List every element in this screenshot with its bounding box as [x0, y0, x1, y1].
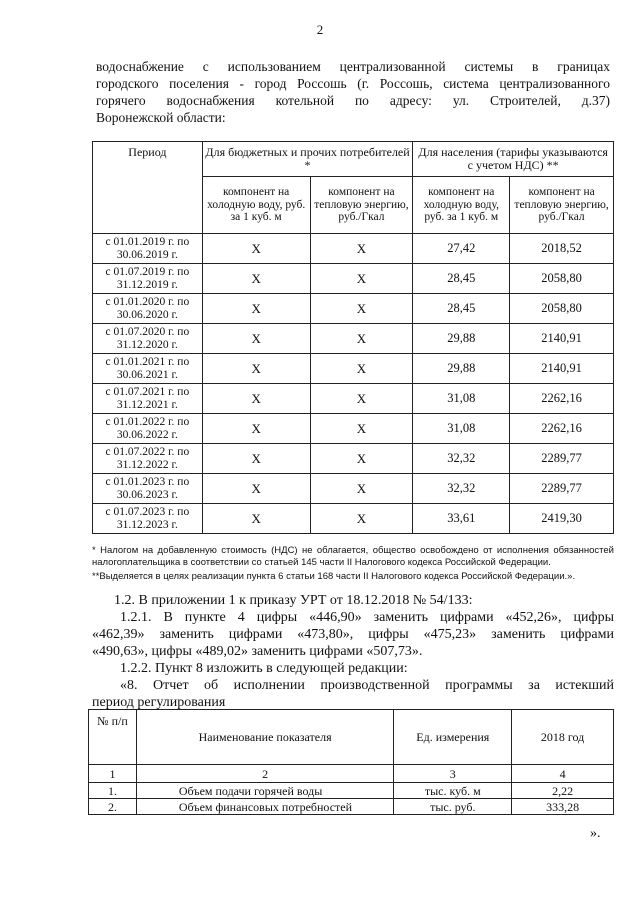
population-water-header: компонент на холодную воду, руб. за 1 куб. м: [413, 177, 510, 234]
budget-water-cell: Х: [202, 324, 310, 354]
footnote-vat-allocation: **Выделяется в целях реализации пункта 6 статьи 168 части II Налогового кодекса Российской Федерации.».: [92, 571, 576, 582]
unit: тыс. руб.: [394, 799, 512, 815]
table-row: [93, 234, 614, 264]
column-numbers-row: [89, 765, 614, 783]
population-water-cell: 33,61: [413, 504, 510, 534]
population-water-cell: 31,08: [413, 414, 510, 444]
population-energy-cell: 2058,80: [510, 264, 614, 294]
table-row: [93, 384, 614, 414]
population-water-cell: 31,08: [413, 384, 510, 414]
value: 2,22: [512, 783, 614, 799]
intro-paragraph: [96, 58, 610, 126]
indicator-name: Объем финансовых потребностей: [136, 799, 394, 815]
population-energy-cell: 2018,52: [510, 234, 614, 264]
report-header-row: [89, 710, 614, 765]
item-1-2: 1.2. В приложении 1 к приказу УРТ от 18.12.2018 № 54/133:: [114, 593, 473, 608]
num-header: № п/п: [89, 710, 137, 765]
item-8-line: «8. Отчет об исполнении производственной программы за истекший: [120, 678, 614, 693]
population-energy-cell: 2140,91: [510, 324, 614, 354]
budget-water-cell: Х: [202, 444, 310, 474]
period-cell: с 01.01.2019 г. по 30.06.2019 г.: [93, 234, 203, 264]
item-1-2-1-line: 1.2.1. В пункте 4 цифры «446,90» заменить цифрами «452,26», цифры: [120, 610, 614, 625]
item-1-2-1-line: «462,39» заменить цифрами «473,80», цифры «475,23» заменить цифрами: [92, 627, 614, 642]
budget-energy-cell: Х: [310, 384, 413, 414]
item-1-2-2: 1.2.2. Пункт 8 изложить в следующей редакции:: [120, 661, 408, 676]
budget-energy-cell: Х: [310, 264, 413, 294]
budget-water-cell: Х: [202, 474, 310, 504]
budget-energy-cell: Х: [310, 504, 413, 534]
population-water-cell: 29,88: [413, 324, 510, 354]
item-1-2-1-line: «490,63», цифры «489,02» заменить цифрами «507,73».: [92, 644, 423, 659]
budget-energy-cell: Х: [310, 354, 413, 384]
population-energy-cell: 2289,77: [510, 474, 614, 504]
population-water-cell: 32,32: [413, 474, 510, 504]
population-water-cell: 32,32: [413, 444, 510, 474]
footnotes: [92, 545, 614, 583]
population-water-cell: 28,45: [413, 264, 510, 294]
tariff-table: [92, 141, 614, 534]
period-header: Период: [93, 142, 203, 234]
period-cell: с 01.07.2022 г. по 31.12.2022 г.: [93, 444, 203, 474]
period-cell: с 01.01.2023 г. по 30.06.2023 г.: [93, 474, 203, 504]
budget-energy-cell: Х: [310, 414, 413, 444]
intro-line: водоснабжение с использованием централизованной системы в границах: [96, 59, 610, 74]
population-energy-cell: 2262,16: [510, 414, 614, 444]
population-energy-cell: 2262,16: [510, 384, 614, 414]
budget-energy-cell: Х: [310, 324, 413, 354]
unit-header: Ед. измерения: [394, 710, 512, 765]
budget-water-cell: Х: [202, 504, 310, 534]
table-row: [93, 294, 614, 324]
table-row: [93, 324, 614, 354]
amendments-text: [92, 592, 614, 711]
budget-water-cell: Х: [202, 414, 310, 444]
table-row: [93, 354, 614, 384]
population-water-cell: 28,45: [413, 294, 510, 324]
item-8-line: период регулирования: [92, 695, 226, 710]
population-header: Для населения (тарифы указываются с учетом НДС) **: [413, 142, 614, 177]
budget-energy-cell: Х: [310, 294, 413, 324]
year-header: 2018 год: [512, 710, 614, 765]
budget-water-cell: Х: [202, 294, 310, 324]
footnote-vat-exemption: * Налогом на добавленную стоимость (НДС) не облагается, общество освобождено от исполнения обязанностей налогоплательщика в соответствии со статьей 145 части II Налогового кодекса Российской Федерации.: [92, 545, 614, 568]
period-cell: с 01.01.2020 г. по 30.06.2020 г.: [93, 294, 203, 324]
population-water-cell: 29,88: [413, 354, 510, 384]
row-number: 2.: [89, 799, 137, 815]
table-row: [93, 504, 614, 534]
unit: тыс. куб. м: [394, 783, 512, 799]
population-energy-header: компонент на тепловую энергию, руб./Гкал: [510, 177, 614, 234]
intro-line: Воронежской области:: [96, 110, 226, 125]
value: 333,28: [512, 799, 614, 815]
population-water-cell: 27,42: [413, 234, 510, 264]
tariff-rows: [93, 234, 614, 534]
table-row: [93, 474, 614, 504]
period-cell: с 01.01.2022 г. по 30.06.2022 г.: [93, 414, 203, 444]
budget-water-cell: Х: [202, 234, 310, 264]
population-energy-cell: 2140,91: [510, 354, 614, 384]
column-number: 4: [512, 765, 614, 783]
item-1-2-1: [92, 609, 614, 660]
intro-line: городского поселения - город Россошь (г. Россошь, система централизованного: [96, 76, 610, 91]
item-8-heading: [92, 677, 614, 711]
budget-energy-cell: Х: [310, 444, 413, 474]
budget-energy-header: компонент на тепловую энергию, руб./Гкал: [310, 177, 413, 234]
table-row: [89, 783, 614, 799]
budget-water-cell: Х: [202, 264, 310, 294]
population-energy-cell: 2289,77: [510, 444, 614, 474]
period-cell: с 01.07.2023 г. по 31.12.2023 г.: [93, 504, 203, 534]
period-cell: с 01.07.2021 г. по 31.12.2021 г.: [93, 384, 203, 414]
budget-energy-cell: Х: [310, 474, 413, 504]
indicator-name: Объем подачи горячей воды: [136, 783, 394, 799]
column-number: 1: [89, 765, 137, 783]
page-number: 2: [316, 22, 324, 37]
closing-quote: ».: [590, 826, 601, 841]
budget-energy-cell: Х: [310, 234, 413, 264]
period-cell: с 01.07.2019 г. по 31.12.2019 г.: [93, 264, 203, 294]
column-number: 3: [394, 765, 512, 783]
budget-water-header: компонент на холодную воду, руб. за 1 куб. м: [202, 177, 310, 234]
table-row: [93, 444, 614, 474]
table-row: [93, 414, 614, 444]
table-row: [93, 264, 614, 294]
report-table: [88, 709, 614, 815]
period-cell: с 01.07.2020 г. по 31.12.2020 г.: [93, 324, 203, 354]
population-energy-cell: 2419,30: [510, 504, 614, 534]
indicator-name-header: Наименование показателя: [136, 710, 394, 765]
row-number: 1.: [89, 783, 137, 799]
period-cell: с 01.01.2021 г. по 30.06.2021 г.: [93, 354, 203, 384]
column-number: 2: [136, 765, 394, 783]
table-row: [89, 799, 614, 815]
budget-water-cell: Х: [202, 354, 310, 384]
intro-line: горячего водоснабжения котельной по адресу: ул. Строителей, д.37): [96, 93, 610, 108]
budget-water-cell: Х: [202, 384, 310, 414]
population-energy-cell: 2058,80: [510, 294, 614, 324]
budget-consumers-header: Для бюджетных и прочих потребителей *: [202, 142, 413, 177]
